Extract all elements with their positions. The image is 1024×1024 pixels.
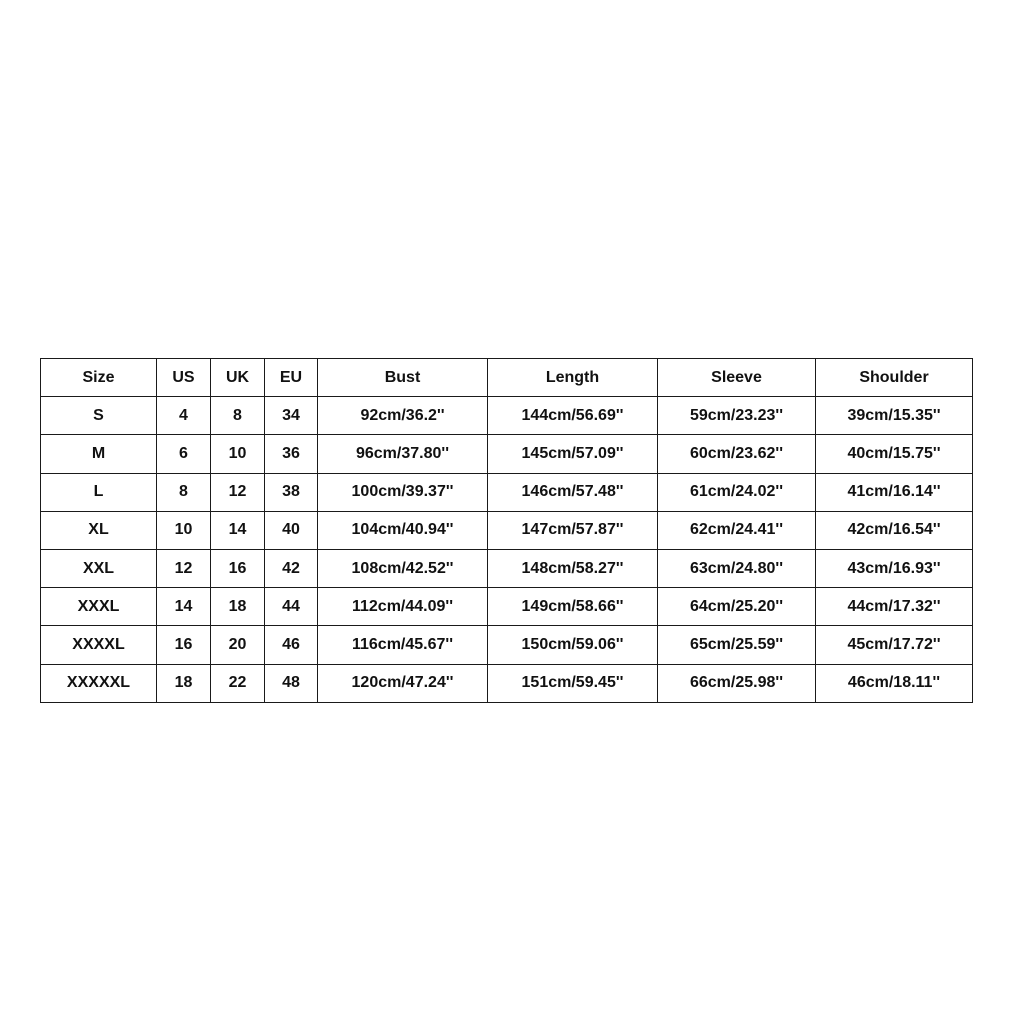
sleeve-cell: 59cm/23.23'' <box>658 397 816 435</box>
header-row <box>41 359 973 397</box>
shoulder-cell: 41cm/16.14'' <box>816 473 973 511</box>
table-row <box>41 435 973 473</box>
bust-cell: 116cm/45.67'' <box>318 626 488 664</box>
size-chart-table <box>40 358 973 703</box>
bust-cell: 96cm/37.80'' <box>318 435 488 473</box>
size-cell: S <box>41 397 157 435</box>
shoulder-cell: 42cm/16.54'' <box>816 511 973 549</box>
size-cell: XXL <box>41 549 157 587</box>
bust-cell: 104cm/40.94'' <box>318 511 488 549</box>
size-cell: L <box>41 473 157 511</box>
uk-cell: 20 <box>211 626 265 664</box>
eu-cell: 38 <box>265 473 318 511</box>
eu-cell: 36 <box>265 435 318 473</box>
us-cell: 16 <box>157 626 211 664</box>
length-cell: 147cm/57.87'' <box>488 511 658 549</box>
table-row <box>41 588 973 626</box>
shoulder-cell: 45cm/17.72'' <box>816 626 973 664</box>
uk-cell: 14 <box>211 511 265 549</box>
length-cell: 146cm/57.48'' <box>488 473 658 511</box>
shoulder-cell: 39cm/15.35'' <box>816 397 973 435</box>
header-eu: EU <box>265 359 318 397</box>
uk-cell: 22 <box>211 664 265 702</box>
eu-cell: 34 <box>265 397 318 435</box>
bust-cell: 112cm/44.09'' <box>318 588 488 626</box>
header-length: Length <box>488 359 658 397</box>
header-bust: Bust <box>318 359 488 397</box>
size-cell: XL <box>41 511 157 549</box>
bust-cell: 120cm/47.24'' <box>318 664 488 702</box>
bust-cell: 108cm/42.52'' <box>318 549 488 587</box>
us-cell: 12 <box>157 549 211 587</box>
table-row <box>41 626 973 664</box>
sleeve-cell: 62cm/24.41'' <box>658 511 816 549</box>
eu-cell: 40 <box>265 511 318 549</box>
header-uk: UK <box>211 359 265 397</box>
uk-cell: 8 <box>211 397 265 435</box>
shoulder-cell: 46cm/18.11'' <box>816 664 973 702</box>
table-row <box>41 549 973 587</box>
length-cell: 144cm/56.69'' <box>488 397 658 435</box>
us-cell: 4 <box>157 397 211 435</box>
header-shoulder: Shoulder <box>816 359 973 397</box>
sleeve-cell: 66cm/25.98'' <box>658 664 816 702</box>
length-cell: 149cm/58.66'' <box>488 588 658 626</box>
eu-cell: 44 <box>265 588 318 626</box>
uk-cell: 16 <box>211 549 265 587</box>
header-sleeve: Sleeve <box>658 359 816 397</box>
sleeve-cell: 65cm/25.59'' <box>658 626 816 664</box>
shoulder-cell: 40cm/15.75'' <box>816 435 973 473</box>
table-body <box>41 397 973 703</box>
header-size: Size <box>41 359 157 397</box>
table-row <box>41 511 973 549</box>
length-cell: 150cm/59.06'' <box>488 626 658 664</box>
uk-cell: 18 <box>211 588 265 626</box>
table-row <box>41 397 973 435</box>
shoulder-cell: 43cm/16.93'' <box>816 549 973 587</box>
header-us: US <box>157 359 211 397</box>
us-cell: 10 <box>157 511 211 549</box>
bust-cell: 100cm/39.37'' <box>318 473 488 511</box>
shoulder-cell: 44cm/17.32'' <box>816 588 973 626</box>
length-cell: 145cm/57.09'' <box>488 435 658 473</box>
table-header <box>41 359 973 397</box>
sleeve-cell: 64cm/25.20'' <box>658 588 816 626</box>
uk-cell: 10 <box>211 435 265 473</box>
eu-cell: 48 <box>265 664 318 702</box>
uk-cell: 12 <box>211 473 265 511</box>
us-cell: 14 <box>157 588 211 626</box>
eu-cell: 46 <box>265 626 318 664</box>
length-cell: 148cm/58.27'' <box>488 549 658 587</box>
size-cell: XXXXXL <box>41 664 157 702</box>
bust-cell: 92cm/36.2'' <box>318 397 488 435</box>
sleeve-cell: 61cm/24.02'' <box>658 473 816 511</box>
size-cell: M <box>41 435 157 473</box>
us-cell: 8 <box>157 473 211 511</box>
us-cell: 6 <box>157 435 211 473</box>
us-cell: 18 <box>157 664 211 702</box>
table-row <box>41 664 973 702</box>
eu-cell: 42 <box>265 549 318 587</box>
table-row <box>41 473 973 511</box>
length-cell: 151cm/59.45'' <box>488 664 658 702</box>
sleeve-cell: 63cm/24.80'' <box>658 549 816 587</box>
sleeve-cell: 60cm/23.62'' <box>658 435 816 473</box>
size-cell: XXXXL <box>41 626 157 664</box>
size-cell: XXXL <box>41 588 157 626</box>
